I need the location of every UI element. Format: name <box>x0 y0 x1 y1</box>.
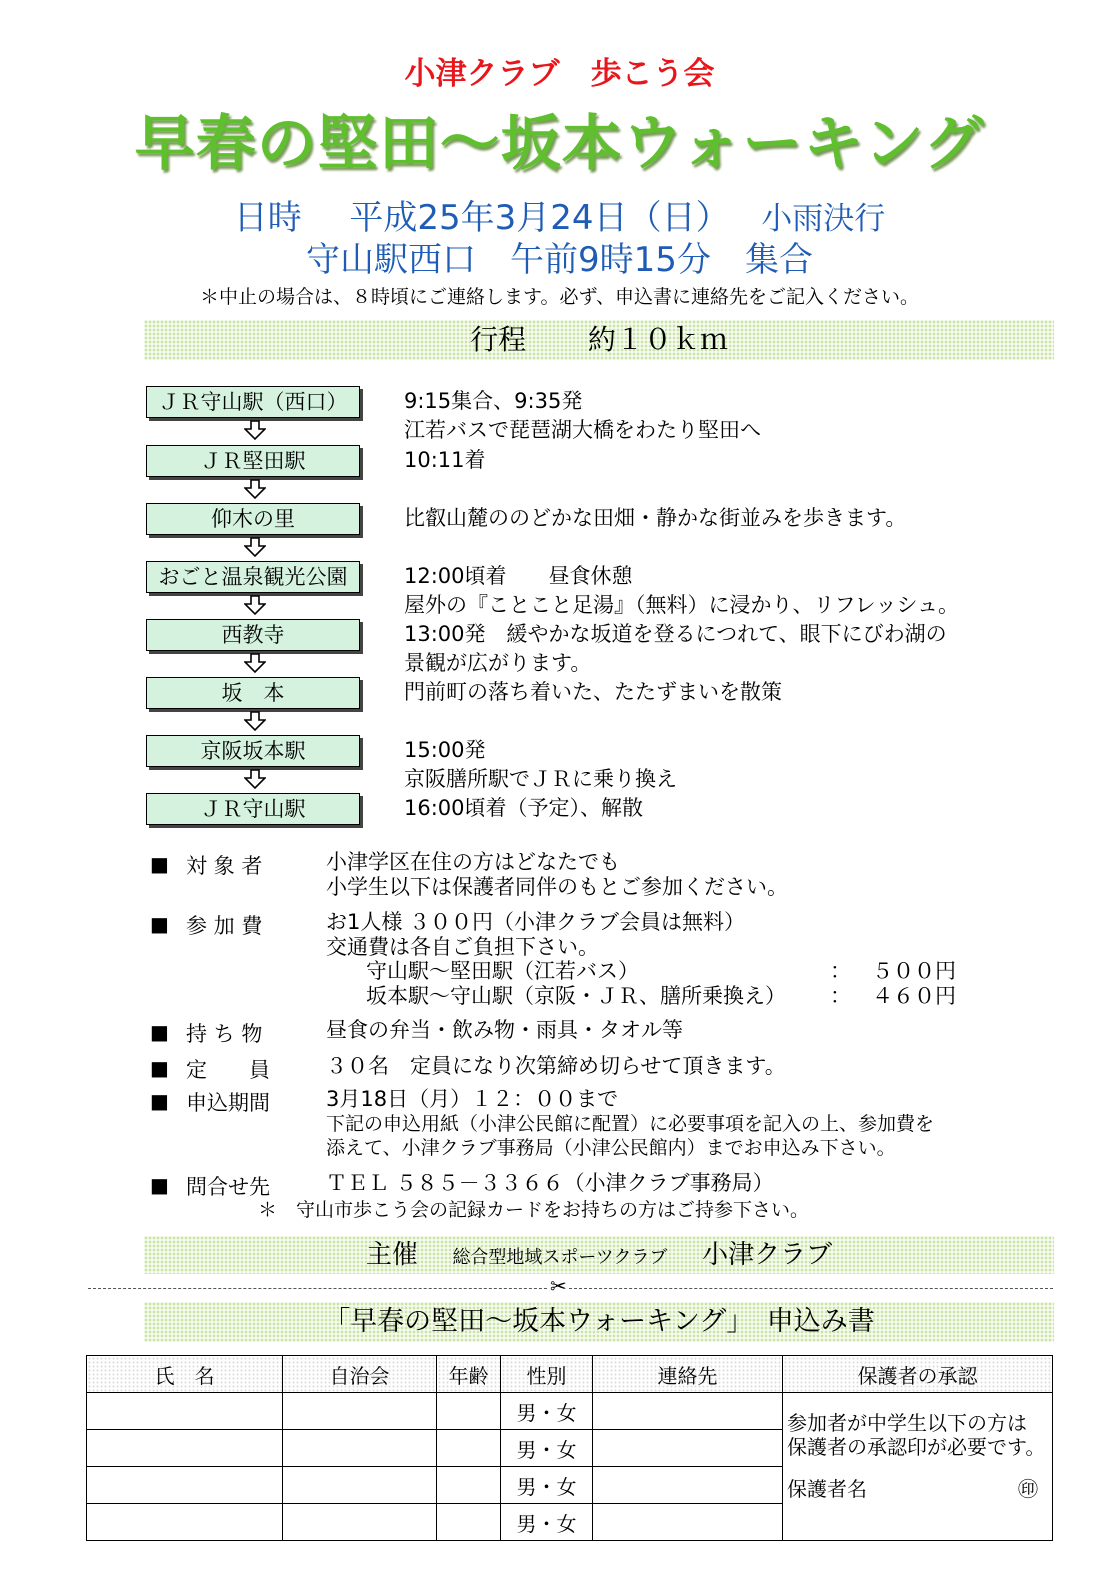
fare-colon-2: ： <box>830 984 851 1008</box>
host-name: 小津クラブ <box>702 1240 833 1270</box>
name-field[interactable] <box>87 1430 283 1467</box>
jichikai-field[interactable] <box>283 1430 437 1467</box>
jichikai-field[interactable] <box>283 1393 437 1430</box>
name-field[interactable] <box>87 1504 283 1541</box>
host-line <box>144 1236 1054 1277</box>
gender-choice[interactable]: 男・女 <box>501 1467 593 1504</box>
stop-moriyama-station: ＪＲ守山駅 <box>146 793 360 825</box>
course-heading-band <box>144 320 1054 360</box>
weather-note: 小雨決行 <box>761 201 886 237</box>
bullet-square: ■ <box>150 1089 169 1113</box>
route-desc: 12:00頃着 昼食休憩 <box>404 564 633 588</box>
bullet-square: ■ <box>150 1056 169 1080</box>
target-line-1: 小津学区在住の方はどなたでも <box>326 850 620 874</box>
bullet-square: ■ <box>150 1020 169 1044</box>
host-band <box>144 1236 1054 1274</box>
jichikai-field[interactable] <box>283 1504 437 1541</box>
period-label: 申込期間 <box>186 1091 270 1115</box>
scissors-icon: ✂ <box>550 1274 567 1298</box>
route-desc: 京阪膳所駅でＪＲに乗り換え <box>404 767 677 791</box>
datetime-value: 平成25年3月24日（日） <box>349 198 730 238</box>
stop-keihan-sakamoto: 京阪坂本駅 <box>146 735 360 767</box>
form-title-band <box>144 1302 1054 1342</box>
route-desc: 門前町の落ち着いた、たたずまいを散策 <box>404 680 782 704</box>
bullet-square: ■ <box>150 852 169 876</box>
age-field[interactable] <box>437 1393 501 1430</box>
jichikai-field[interactable] <box>283 1467 437 1504</box>
header-gender: 性別 <box>501 1356 593 1393</box>
stop-saikyoji: 西教寺 <box>146 619 360 651</box>
contact-field[interactable] <box>593 1467 783 1504</box>
fee-line-1: お1人様 ３００円（小津クラブ会員は無料） <box>326 910 746 934</box>
target-line-2: 小学生以下は保護者同伴のもとご参加ください。 <box>326 875 788 899</box>
host-label: 主催 <box>365 1240 418 1270</box>
bullet-square: ■ <box>150 912 169 936</box>
contact-field[interactable] <box>593 1393 783 1430</box>
header-jichikai: 自治会 <box>283 1356 437 1393</box>
fee-line-2: 交通費は各自ご負担下さい。 <box>326 935 599 959</box>
down-arrow-icon <box>244 711 266 731</box>
guardian-name-label: 保護者名 <box>787 1477 867 1501</box>
guardian-name-line <box>787 1477 1048 1501</box>
route-desc: 9:15集合、9:35発 <box>404 389 583 413</box>
fare-colon-1: ： <box>830 959 851 983</box>
period-line-3: 添えて、小津クラブ事務局（小津公民館内）までお申込み下さい。 <box>326 1137 896 1159</box>
capacity-value: ３０名 定員になり次第締め切らせて頂きます。 <box>326 1054 786 1078</box>
age-field[interactable] <box>437 1430 501 1467</box>
bullet-square: ■ <box>150 1173 169 1197</box>
contact-field[interactable] <box>593 1504 783 1541</box>
age-field[interactable] <box>437 1504 501 1541</box>
course-heading-distance: 約１０ｋｍ <box>587 323 728 356</box>
guardian-note-2: 保護者の承認印が必要です。 <box>787 1435 1046 1459</box>
header-age: 年齢 <box>437 1356 501 1393</box>
down-arrow-icon <box>244 420 266 440</box>
gender-choice[interactable]: 男・女 <box>501 1504 593 1541</box>
gender-choice[interactable]: 男・女 <box>501 1430 593 1467</box>
contact-label: 問合せ先 <box>186 1175 270 1199</box>
table-header-row <box>87 1356 1053 1393</box>
down-arrow-icon <box>244 769 266 789</box>
host-sub: 総合型地域スポーツクラブ <box>452 1247 668 1268</box>
items-value: 昼食の弁当・飲み物・雨具・タオル等 <box>326 1018 683 1042</box>
down-arrow-icon <box>244 537 266 557</box>
course-heading-label: 行程 <box>470 323 527 356</box>
route-desc: 比叡山麓ののどかな田畑・静かな街並みを歩きます。 <box>404 506 907 530</box>
down-arrow-icon <box>244 595 266 615</box>
age-field[interactable] <box>437 1467 501 1504</box>
down-arrow-icon <box>244 479 266 499</box>
period-line-1: 3月18日（月）１２：００まで <box>326 1087 619 1111</box>
down-arrow-icon <box>244 653 266 673</box>
header-guardian: 保護者の承認 <box>783 1356 1053 1393</box>
event-title: 早春の堅田～坂本ウォーキング <box>134 109 985 179</box>
stop-katata-station: ＪＲ堅田駅 <box>146 445 360 477</box>
route-desc: 10:11着 <box>404 448 486 472</box>
table-row <box>87 1393 1053 1430</box>
fee-label: 参 加 費 <box>186 914 263 938</box>
contact-value: ＴＥＬ ５８５－３３６６（小津クラブ事務局） <box>326 1171 774 1195</box>
name-field[interactable] <box>87 1393 283 1430</box>
organizer-line: 小津クラブ 歩こう会 <box>404 56 715 92</box>
fare-route-2: 坂本駅～守山駅（京阪・ＪＲ、膳所乗換え） <box>366 984 786 1008</box>
cut-line <box>88 1288 1053 1289</box>
header-contact: 連絡先 <box>593 1356 783 1393</box>
period-line-2: 下記の申込用紙（小津公民館に配置）に必要事項を記入の上、参加費を <box>326 1113 935 1135</box>
stop-ougi-no-sato: 仰木の里 <box>146 503 360 535</box>
record-card-note: ＊ 守山市歩こう会の記録カードをお持ちの方はご持参下さい。 <box>258 1199 810 1221</box>
header-name: 氏 名 <box>87 1356 283 1393</box>
stop-sakamoto: 坂 本 <box>146 677 360 709</box>
route-desc: 江若バスで琵琶湖大橋をわたり堅田へ <box>404 418 761 442</box>
application-form-table <box>86 1355 1053 1541</box>
cancel-notice: ＊中止の場合は、８時頃にご連絡します。必ず、申込書に連絡先をご記入ください。 <box>200 286 919 308</box>
name-field[interactable] <box>87 1467 283 1504</box>
meeting-line: 守山駅西口 午前9時15分 集合 <box>306 240 813 280</box>
route-desc: 屋外の『ことこと足湯』（無料）に浸かり、リフレッシュ。 <box>404 593 960 617</box>
fare-price-1: ５００円 <box>872 959 956 983</box>
target-label: 対 象 者 <box>186 854 263 878</box>
fare-route-1: 守山駅～堅田駅（江若バス） <box>366 959 639 983</box>
stop-ogoto-park: おごと温泉観光公園 <box>146 561 360 593</box>
course-heading <box>144 320 1054 360</box>
datetime-label: 日時 <box>233 198 302 238</box>
items-label: 持 ち 物 <box>186 1022 263 1046</box>
route-desc: 景観が広がります。 <box>404 651 592 675</box>
contact-field[interactable] <box>593 1430 783 1467</box>
form-title: 「早春の堅田～坂本ウォーキング」 申込み書 <box>323 1306 875 1337</box>
fare-price-2: ４６０円 <box>872 984 956 1008</box>
seal-icon: ㊞ <box>1018 1477 1038 1501</box>
guardian-note-1: 参加者が中学生以下の方は <box>787 1411 1027 1435</box>
capacity-label: 定 員 <box>186 1058 270 1082</box>
gender-choice[interactable]: 男・女 <box>501 1393 593 1430</box>
guardian-approval-cell[interactable] <box>783 1393 1053 1541</box>
route-desc: 15:00発 <box>404 738 486 762</box>
route-desc: 16:00頃着（予定）、解散 <box>404 796 644 820</box>
route-desc: 13:00発 緩やかな坂道を登るにつれて、眼下にびわ湖の <box>404 622 947 646</box>
stop-moriyama-west: ＪＲ守山駅（西口） <box>146 386 360 418</box>
